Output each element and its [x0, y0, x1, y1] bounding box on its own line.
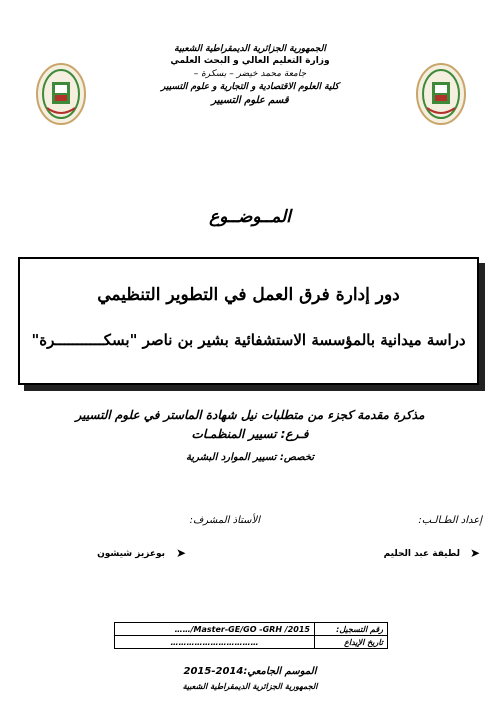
registration-number: ……/Master-GE/GO -GRH /2015: [115, 623, 315, 636]
table-row: [115, 623, 388, 636]
header-faculty: كلية العلوم الاقتصادية و التجارية و علوم التسيير: [161, 82, 339, 92]
academic-year: الموسم الجامعي:2014-2015: [183, 666, 317, 677]
student-name: لطيفة عبد الحليم: [383, 549, 460, 559]
memo-specialty: تخصص: تسيير الموارد البشرية: [185, 452, 315, 463]
supervisor-name: بوعزيز شيشون: [97, 549, 165, 559]
memo-branch: فـرع: تسيير المنظمـات: [191, 427, 309, 441]
arrowhead-bullet-icon: ➤: [176, 546, 187, 560]
thesis-subtitle: دراسة ميدانية بالمؤسسة الاستشفائية بشير بن ناصر "بسكـــــــــــرة": [31, 331, 466, 349]
arrowhead-bullet-icon: ➤: [470, 546, 481, 560]
deposit-date: ……………………………: [115, 636, 315, 649]
table-row: [115, 636, 388, 649]
thesis-title: دور إدارة فرق العمل في التطوير التنظيمي: [97, 285, 400, 305]
header-university: جامعة محمد خيضر – بسكرة –: [193, 69, 307, 79]
header-ministry: وزارة التعليم العالي و البحث العلمي: [170, 56, 330, 66]
university-emblem-icon: [415, 62, 467, 126]
footer-country: الجمهورية الجزائرية الديمقراطية الشعبية: [182, 682, 318, 691]
registration-label: رقم التسجيل:: [315, 623, 388, 636]
topic-heading: المــوضــوع: [209, 207, 291, 227]
supervisor-label: الأستاذ المشرف:: [189, 515, 260, 526]
student-label: إعداد الطـالـب:: [418, 515, 482, 526]
header-country: الجمهورية الجزائرية الديمقراطية الشعبية: [174, 44, 326, 54]
memo-line: مذكرة مقدمة كجزء من متطلبات نيل شهادة الماستر في علوم التسيير: [75, 408, 425, 422]
title-frame: [18, 257, 479, 385]
registration-table: [114, 622, 388, 649]
header-department: قسم علوم التسيير: [211, 95, 289, 106]
university-emblem-icon: [35, 62, 87, 126]
deposit-date-label: تاريخ الإيداع: [315, 636, 388, 649]
